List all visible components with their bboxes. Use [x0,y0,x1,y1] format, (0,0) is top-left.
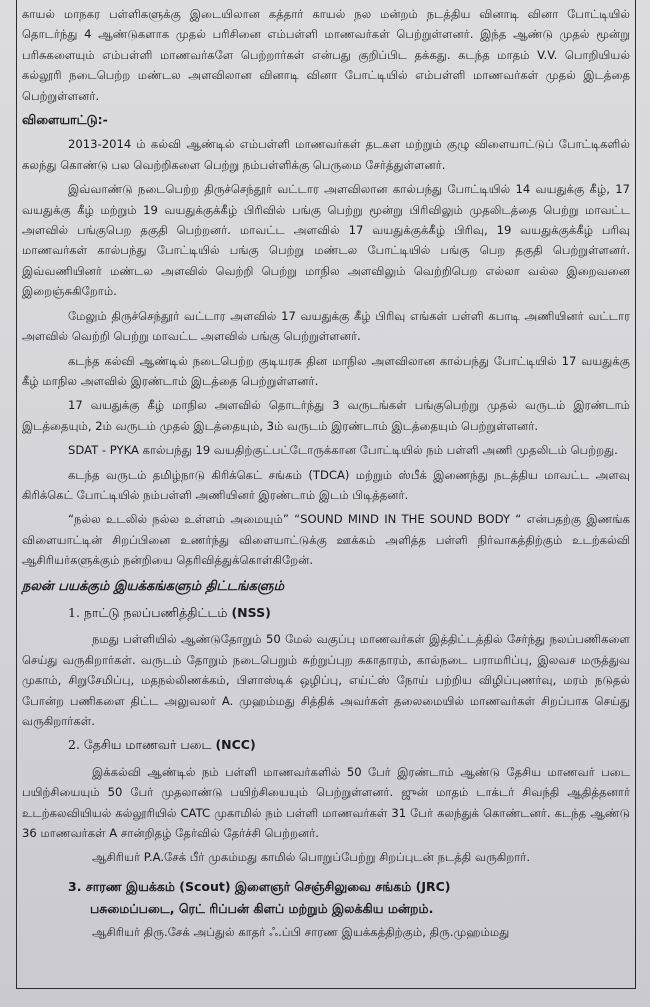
sports-paragraph-5: 17 வயதுக்கு கீழ் மாநில அளவில் தொடர்ந்து 3 வருடங்கள் பங்குபெற்று முதல் வருடம் இரண்டாம் இடத்தையும், 2ம் வருடம் முதல் இடத்தையும், 3ம் வருடம் இரண்டாம் இடத்தையும் பெற்றுள்ளனர். [22,398,630,433]
sports-paragraph-2: இவ்வாண்டு நடைபெற்ற திருச்செந்தூர் வட்டார அளவிலான கால்பந்து போட்டியில் 14 வயதுக்கு கீழ், 17 வயதுக்கு கீழ் மற்றும் 19 வயதுக்குக்கீழ் பிரிவில் பங்கு பெற்று மூன்று பிரிவிலும் முதலிடத்தை பெற்று மாவட்ட அளவில் பங்குபெற தகுதி பெற்றனர். மாவட்ட அளவில் 17 வயதுக்குக்கீழ் பிரிவு, 19 வயதுக்குக்கீழ் பரிவு மாணவர்கள் கால்பந்து போட்டியில் பங்கு பெற்று மண்டல போட்டியில் பங்கு பெற தகுதி பெற்றுள்ளனர். இவ்வணியினர் மண்டல அளவில் வெற்றி பெற்று மாநில அளவிலும் வெற்றிபெற எல்லா வல்ல இறைவனை இறைஞ்சுகிறோம். [22,182,630,299]
ncc-heading-text: 2. தேசிய மாணவர் படை [68,737,212,753]
nss-heading [68,603,630,623]
sports-paragraph-7: கடந்த வருடம் தமிழ்நாடு கிரிக்கெட் சங்கம் (TDCA) மற்றும் ஸ்பீக் இணைந்து நடத்திய மாவட்ட அளவு கிரிக்கெட் போட்டியில் நம்பள்ளி அணியினர் இரண்டாம் இடம் பிடித்தனர். [22,467,630,502]
ncc-paragraph-2: ஆசிரியர் P.A.சேக் பீர் முகம்மது காமில் பொறுப்பேற்று சிறப்புடன் நடத்தி வருகிறார். [92,850,531,865]
ncc-heading [68,735,630,755]
scout-heading-line-2: பசுமைப்படை, ரெட் ரிப்பன் கிளப் மற்றும் இலக்கிய மன்றம். [90,900,434,916]
scout-heading [68,876,630,920]
sports-heading: விளையாட்டு:- [22,112,108,128]
ncc-paragraph: இக்கல்வி ஆண்டில் நம் பள்ளி மாணவர்களில் 50 பேர் இரண்டாம் ஆண்டு தேசிய மாணவர் படை பயிற்சியையும் 50 பேர் முதலாண்டு பயிற்சியையும் பெற்றுள்ளனர். ஜுன் மாதம் டாக்டர் சிவந்தி ஆதித்தனார் உடற்கலவியியல் கல்லூரியில் CATC முகாமில் நம் பள்ளி மாணவர்கள் 31 பேர் கலந்துக் கொண்டனர். கடந்த ஆண்டு 36 மாணவர்கள் A சான்றிதழ் தேர்வில் தேர்ச்சி பெற்றனர். [22,764,630,841]
nss-heading-text: 1. நாட்டு நலப்பணித்திட்டம் [68,604,228,620]
nss-paragraph: நமது பள்ளியில் ஆண்டுதோறும் 50 மேல் வகுப்பு மாணவர்கள் இத்திட்டத்தில் சேர்ந்து நலப்பணிகளை செய்து வருகிறார்கள். வருடம் தோறும் நடைபெறும் சுற்றுப்புற சுகாதாரம், கால்நடை பராமரிப்பு, இலவச மருத்துவ முகாம், சிறுசேமிப்பு, மதநல்லிணக்கம், பிளாஸ்டிக் ஒழிப்பு, எய்ட்ஸ் நோய் பற்றிய விழிப்புணர்வு, மரம் நடுதல் போன்ற பணிகளை திட்ட அலுவலர் A. முஹம்மது சித்திக் அவர்கள் தலைமையில் மாணவர்கள் சிறப்பாக செய்து வருகிறார்கள். [22,632,630,728]
sports-paragraph-8: “நல்ல உடலில் நல்ல உள்ளம் அமையும்” “SOUND MIND IN THE SOUND BODY “ என்பதற்கு இணங்க விளையாட்டின் சிறப்பினை உணர்ந்து விளையாட்டுக்கு ஊக்கம் அளித்த பள்ளி நிர்வாகத்திற்கும் உடற்கல்வி ஆசிரியர்களுக்கும் நன்றியை தெரிவித்துக்கொள்கிறேன். [22,512,630,568]
scout-heading-line-1: 3. சாரண இயக்கம் (Scout) இளைஞர் செஞ்சிலுவை சங்கம் (JRC) [68,878,451,894]
welfare-heading: நலன் பயக்கும் இயக்கங்களும் திட்டங்களும் [22,578,285,594]
document-body [22,4,630,946]
sports-paragraph-4: கடந்த கல்வி ஆண்டில் நடைபெற்ற குடியரசு தின மாநில அளவிலான கால்பந்து போட்டியில் 17 வயதுக்கு கீழ் மாநில அளவில் இரண்டாம் இடத்தை பெற்றுள்ளனர். [22,353,630,388]
quiz-paragraph: காயல் மாநகர பள்ளிகளுக்கு இடையிலான கத்தார் காயல் நல மன்றம் நடத்திய வினாடி வினா போட்டியில் தொடர்ந்து 4 ஆண்டுகளாக முதல் பரிசினை எம்பள்ளி மாணவர்கள் பெற்றுள்ளனர். இந்த ஆண்டு முதல் மூன்று பரிசுகளையும் எம்பள்ளி மாணவர்களே பெற்றார்கள் என்பது குறிப்பிட தக்கது. கடந்த மாதம் V.V. பொறியியல் கல்லூரி நடைபெற்ற மண்டல அளவிலான வினாடி வினா போட்டியில் எம்பள்ளி மாணவர்கள் முதல் இடத்தை பெற்றுள்ளனர். [22,7,630,103]
sports-paragraph-1: 2013-2014 ம் கல்வி ஆண்டில் எம்பள்ளி மாணவர்கள் தடகள மற்றும் குழு விளையாட்டுப் போட்டிகளில் கலந்து கொண்டு பல வெற்றிகளை பெற்று நம்பள்ளிக்கு பெருமை சேர்த்துள்ளனர். [22,137,630,172]
sports-paragraph-3: மேலும் திருச்செந்தூர் வட்டார அளவில் 17 வயதுக்கு கீழ் பிரிவு எங்கள் பள்ளி கபாடி அணியினர் வட்டார அளவில் வெற்றி பெற்று மாவட்ட அளவில் பங்கு பெற்றுள்ளனர். [22,308,630,344]
scout-paragraph: ஆசிரியர் திரு.சேக் அப்துல் காதர் ஃ.ப்பி சாரண இயக்கத்திற்கும், திரு.முஹம்மது [92,924,510,939]
nss-abbr: (NSS) [231,604,271,620]
ncc-abbr: (NCC) [215,737,256,753]
sports-paragraph-6: SDAT - PYKA கால்பந்து 19 வயதிற்குட்பட்டோருக்கான போட்டியில் நம் பள்ளி அணி முதலிடம் பெற்றது. [68,443,618,458]
